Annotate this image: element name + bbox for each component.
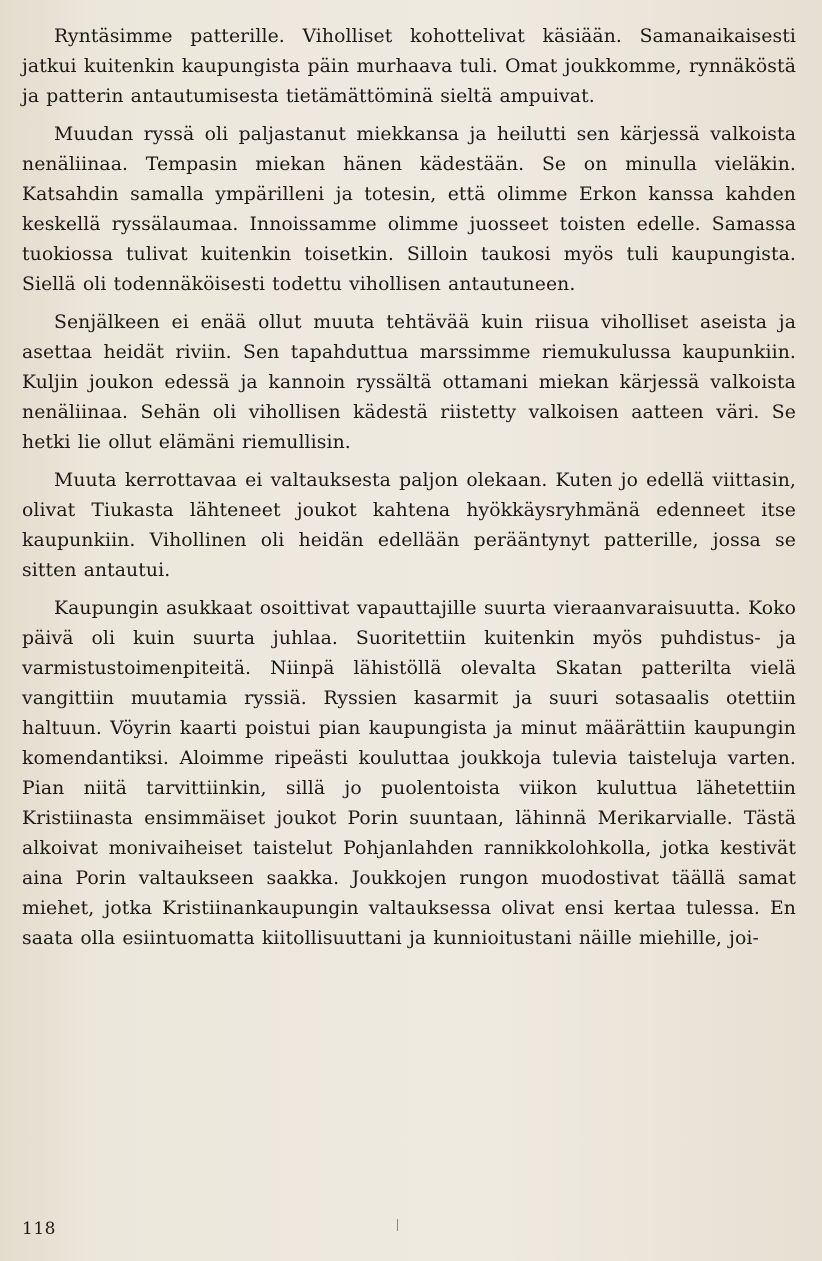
page-number: 118 — [22, 1219, 56, 1239]
paragraph-3: Senjälkeen ei enää ollut muuta tehtävää kuin riisua viholliset aseista ja asettaa heidät riviin. Sen tapahduttua marssimme riemukulussa kaupunkiin. Kuljin joukon edessä ja kannoin ryssältä ottamani miekan kärjessä valkoista nenäliinaa. Sehän oli vihollisen kädestä riistetty valkoisen aatteen väri. Se hetki lie ollut elämäni riemullisin. — [22, 312, 796, 453]
body-text — [22, 22, 796, 962]
paragraph-5: Kaupungin asukkaat osoittivat vapauttajille suurta vieraanvaraisuutta. Koko päivä oli kuin suurta juhlaa. Suoritettiin kuitenkin myös puhdistus- ja varmistustoimenpiteitä. Niinpä lähistöllä olevalta Skatan patterilta vielä vangittiin muutamia ryssiä. Ryssien kasarmit ja suuri sotasaalis otettiin haltuun. Vöyrin kaarti poistui pian kaupungista ja minut määrättiin kaupungin komendantiksi. Aloimme ripeästi kouluttaa joukkoja tulevia taisteluja varten. Pian niitä tarvittiinkin, sillä jo puolentoista viikon kuluttua lähetettiin Kristiinasta ensimmäiset joukot Porin suuntaan, lähinnä Merikarvialle. Tästä alkoivat monivaiheiset taistelut Pohjanlahden rannikkolohkolla, jotka kestivät aina Porin valtaukseen saakka. Joukkojen rungon muodostivat täällä samat miehet, jotka Kristiinankaupungin valtauksessa olivat ensi kertaa tulessa. En saata olla esiintuomatta kiitollisuuttani ja kunnioitustani näille miehille, joi- — [22, 598, 796, 949]
paragraph-1: Ryntäsimme patterille. Viholliset kohottelivat käsiään. Samanaikaisesti jatkui kuitenkin kaupungista päin murhaava tuli. Omat joukkomme, rynnäköstä ja patterin antautumisesta tietämättöminä sieltä ampuivat. — [22, 26, 796, 107]
gutter-mark — [397, 1219, 398, 1231]
paragraph-4: Muuta kerrottavaa ei valtauksesta paljon olekaan. Kuten jo edellä viittasin, olivat Tiukasta lähteneet joukot kahtena hyökkäysryhmänä edenneet itse kaupunkiin. Vihollinen oli heidän edellään perääntynyt patterille, jossa se sitten antautui. — [22, 470, 796, 581]
paragraph-2: Muudan ryssä oli paljastanut miekkansa ja heilutti sen kärjessä valkoista nenäliinaa. Tempasin miekan hänen kädestään. Se on minulla vieläkin. Katsahdin samalla ympärilleni ja totesin, että olimme Erkon kanssa kahden keskellä ryssälaumaa. Innoissamme olimme juosseet toisten edelle. Samassa tuokiossa tulivat kuitenkin toisetkin. Silloin taukosi myös tuli kaupungista. Siellä oli todennäköisesti todettu vihollisen antautuneen. — [22, 124, 796, 295]
